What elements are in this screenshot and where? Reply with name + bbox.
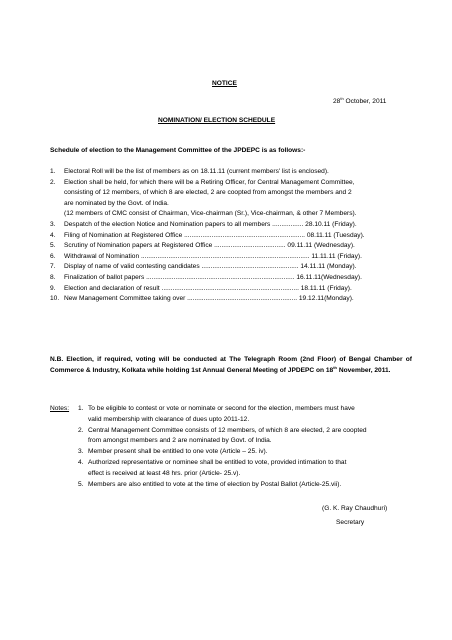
signatory-title: Secretary bbox=[336, 519, 365, 526]
schedule-heading: NOMINATION/ ELECTION SCHEDULE bbox=[158, 117, 276, 124]
signatory-name: (G. K. Ray Chaudhuri) bbox=[322, 505, 388, 512]
schedule-item-continued: are nominated by the Govt. of India. bbox=[64, 199, 169, 207]
schedule-intro: Schedule of election to the Management Committee of the JPDEPC is as follows:- bbox=[50, 147, 306, 154]
schedule-item: 5. Scrutiny of Nomination papers at Registered Office ....................................... 09.11.11 (Wednesday). bbox=[50, 242, 355, 250]
notice-date: 28th October, 2011 bbox=[333, 95, 387, 105]
nb-paragraph: N.B. Election, if required, voting will be conducted at The Telegraph Room (2nd Floor) of Bengal Chamber of Commerce & Industry, Kolkata while holding 1st Annual General Meeting of JPDEPC on 18th November, 2011. bbox=[50, 356, 412, 374]
schedule-item-continued: (12 members of CMC consist of Chairman, Vice-chairman (Sr.), Vice-chairman, & other 7 Members). bbox=[64, 210, 357, 218]
note-item-continued: valid membership with clearance of dues upto 2011-12. bbox=[88, 415, 250, 423]
note-item: Notes: 1. To be eligible to contest or vote or nominate or second for the election, members must have bbox=[50, 404, 420, 415]
notes-list bbox=[50, 404, 420, 490]
note-item: 5. Members are also entitled to vote at the time of election by Postal Ballot (Article-25.vii). bbox=[78, 480, 342, 488]
schedule-list bbox=[50, 167, 410, 305]
note-item-continued: effect is received at least 48 hrs. prior (Article- 25.v). bbox=[88, 469, 241, 477]
schedule-item: 10. New Management Committee taking over ............................................................ 19.12.11(Monday). bbox=[50, 295, 354, 303]
schedule-item: 3. Despatch of the election Notice and Nomination papers to all members ................. 28.10.11 (Friday). bbox=[50, 220, 357, 228]
note-item: 2. Central Management Committee consists of 12 members, of which 8 are elected, 2 are coopted bbox=[78, 426, 367, 434]
note-item: 4. Authorized representative or nominee shall be entitled to vote, provided intimation to that bbox=[78, 458, 347, 466]
schedule-item: 6. Withdrawal of Nomination ............................................................................................ 11.11.11 (Friday). bbox=[50, 252, 362, 260]
notice-title: NOTICE bbox=[212, 80, 237, 87]
schedule-item: 4. Filing of Nomination at Registered Office .................................................................. 08.11.11 (Tuesday). bbox=[50, 231, 365, 239]
schedule-item: 7. Display of name of valid contesting candidates ..................................................... 14.11.11 (Monday). bbox=[50, 263, 357, 271]
schedule-item: 1. Electoral Roll will be the list of members as on 18.11.11 (current members' list is enclosed). bbox=[50, 168, 329, 175]
note-item-continued: from amongst members and 2 are nominated by Govt. of India. bbox=[88, 437, 272, 445]
schedule-item: 9. Election and declaration of result ........................................................................... 18.11.11 (Friday). bbox=[50, 284, 352, 292]
notes-label: Notes: bbox=[50, 405, 70, 412]
schedule-item-continued: consisting of 12 members, of which 8 are elected, 2 are coopted from amongst the members and 2 bbox=[64, 189, 352, 197]
schedule-item: 2. Election shall be held, for which there will be a Retiring Officer, for Central Management Committee, bbox=[50, 178, 355, 186]
schedule-item: 8. Finalization of ballot papers ................................................................................. 16.11.11(Wednesday). bbox=[50, 273, 362, 281]
note-item: 3. Member present shall be entitled to one vote (Article – 25. iv). bbox=[78, 448, 268, 456]
